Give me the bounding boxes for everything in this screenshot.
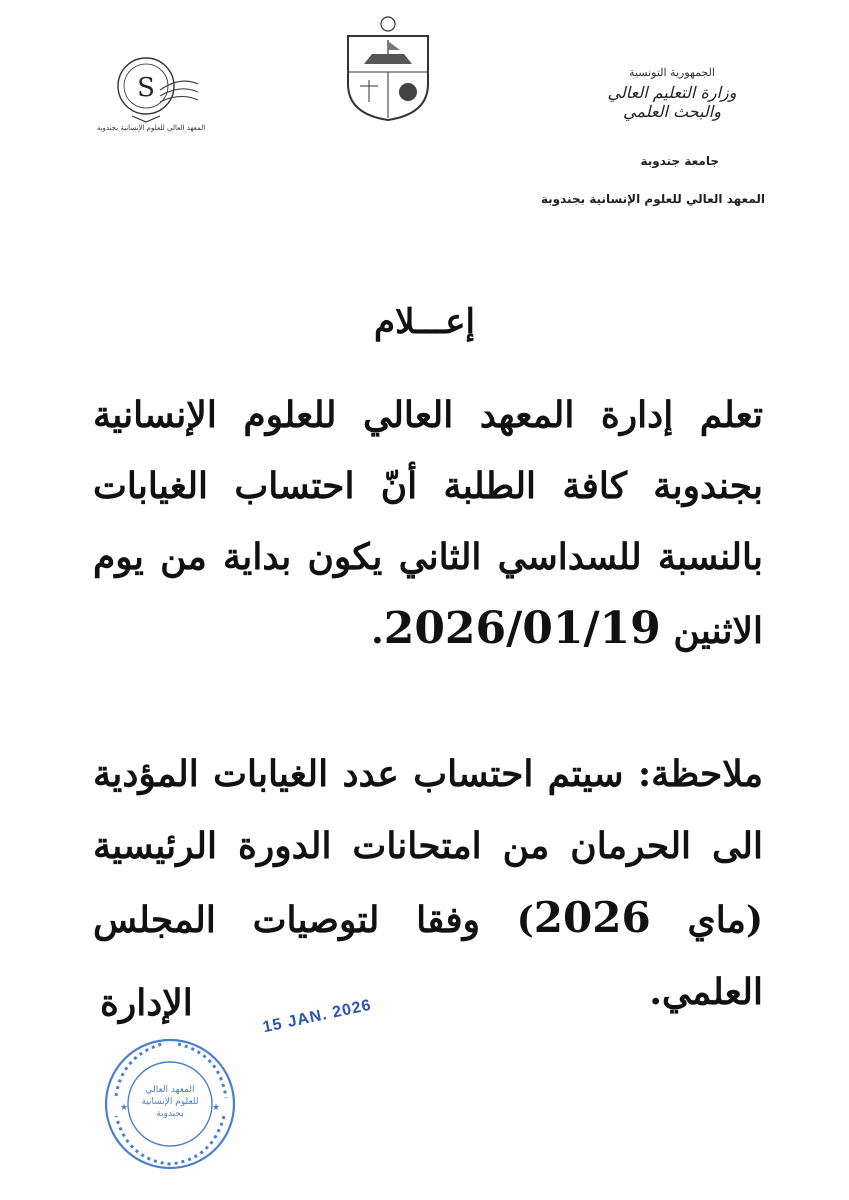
institute-label: المعهد العالي للعلوم الإنسانية بجندوبة: [540, 192, 765, 206]
svg-text:S: S: [137, 73, 155, 103]
notice-paragraph-end: .: [371, 610, 384, 652]
ministry-label: وزارة التعليم العالي: [607, 83, 737, 102]
date-stamp: 15 JAN. 2026: [261, 996, 374, 1037]
ministry-header: [577, 66, 767, 121]
seal-text: المعهد العالي للعلوم الإنسانية بجندوبة: [141, 1085, 199, 1119]
notice-note: [93, 738, 763, 1028]
note-text: ملاحظة: سيتم احتساب عدد الغيابات المؤدية الى الحرمان من امتحانات الدورة الرئيسية (ماي: [93, 753, 763, 941]
svg-text:★: ★: [212, 1103, 221, 1113]
notice-paragraph: [93, 380, 763, 667]
notice-date: 2026/01/19: [383, 603, 661, 654]
tunisia-emblem-icon: [342, 14, 434, 122]
notice-title: إعـــلام: [374, 302, 475, 342]
notice-paragraph-text: تعلم إدارة المعهد العالي للعلوم الإنسانية بجندوبة كافة الطلبة أنّ احتساب الغيابات بالنسبة للسداسي الثاني يكون بداية من يوم الاثنين: [93, 394, 763, 652]
ministry-label-2: والبحث العلمي: [623, 102, 721, 121]
svg-text:★: ★: [120, 1103, 129, 1113]
signature-label: الإدارة: [100, 982, 193, 1024]
logo-caption: المعهد العالي للعلوم الإنسانية بجندوبة: [96, 124, 206, 132]
note-end: ) وفقا لتوصيات المجلس العلمي.: [93, 899, 763, 1013]
university-label: جامعة جندوبة: [640, 154, 719, 168]
note-year: 2026: [533, 893, 651, 942]
republic-label: الجمهورية التونسية: [629, 66, 715, 79]
